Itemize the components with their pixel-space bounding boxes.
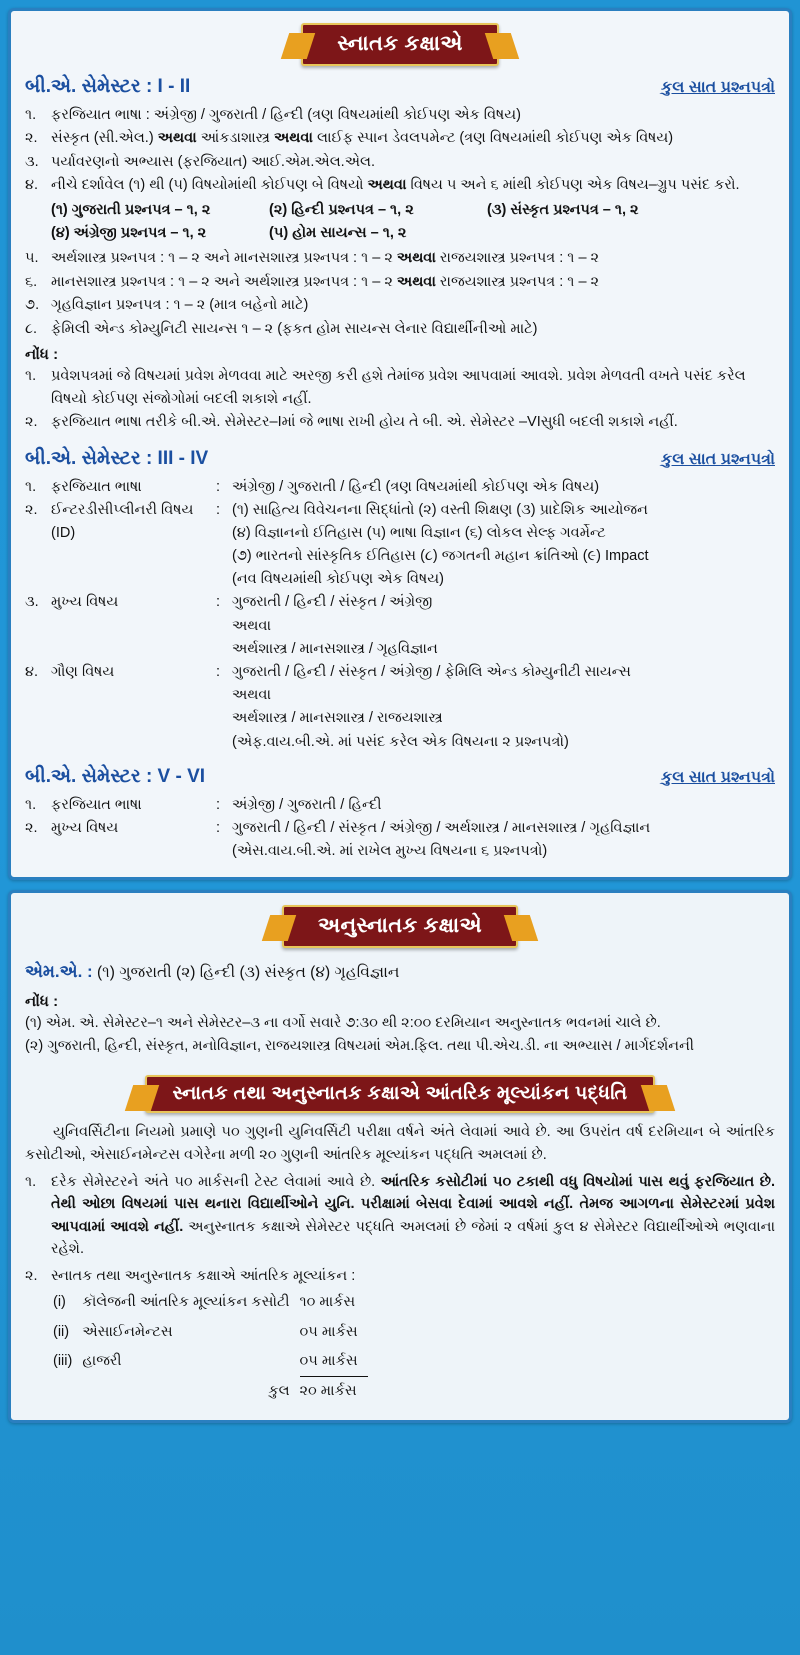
internal-eval-paragraph: યુનિવર્સિટીના નિયમો પ્રમાણે ૫૦ ગુણની યુનિવર્સિટી પરીક્ષા વર્ષને અંતે લેવામાં આવે છે. આ ઉપરાંત વર્ષ દરમિયાન બે આંતરિક કસોટીઓ, એસાઈનમેન્ટસ વગેરેના મળી ૨૦ ગુણની આંતરિક મૂલ્યાંકન પદ્ધતિ અમલમાં છે. bbox=[25, 1123, 775, 1163]
row-value: ગુજરાતી / હિન્દી / સંસ્કૃત / અંગ્રેજી / ફેમિલિ એન્ડ કોમ્યુનીટી સાયન્સ bbox=[232, 664, 631, 681]
detail-row bbox=[25, 661, 775, 684]
subject-options bbox=[51, 199, 775, 245]
list-item bbox=[25, 247, 775, 269]
row-label: ઈન્ટરડીસીપ્લીનરી વિષય bbox=[51, 501, 194, 518]
ba-sem-3-4-papers: કુલ સાત પ્રશ્નપત્રો bbox=[660, 450, 775, 468]
subject-option: (૩) સંસ્કૃત પ્રશ્નપત્ર – ૧, ૨ bbox=[487, 201, 639, 218]
ba-sem-1-2-title: બી.એ. સેમેસ્ટર : I - II bbox=[25, 76, 191, 97]
row-label: ફરજિયાત ભાષા bbox=[51, 478, 142, 495]
list-item bbox=[25, 318, 775, 340]
item-number: ૩. bbox=[25, 153, 39, 170]
detail-row bbox=[25, 794, 775, 817]
row-value: અથવા bbox=[232, 617, 272, 634]
item-number: ૨. bbox=[25, 1267, 38, 1284]
item-text: સ્નાતક તથા અનુસ્નાતક કક્ષાએ આંતરિક મૂલ્યાંકન : bbox=[51, 1267, 356, 1284]
item-number: ૬. bbox=[25, 273, 38, 290]
row-index: (iii) bbox=[53, 1352, 73, 1369]
internal-eval-banner-text: સ્નાતક તથા અનુસ્નાતક કક્ષાએ આંતરિક મૂલ્યાંકન પદ્ધતિ bbox=[145, 1075, 656, 1113]
ba-sem-3-4-rows bbox=[25, 476, 775, 754]
ma-note-2: (૨) ગુજરાતી, હિન્દી, સંસ્કૃત, મનોવિજ્ઞાન, રાજયશાસ્ત્ર વિષયમાં એમ.ફિલ. તથા પી.એચ.ડી. ના અભ્યાસ / માર્ગદર્શનની bbox=[25, 1038, 695, 1055]
row-label: મુખ્ય વિષય bbox=[51, 594, 119, 611]
note-label: નોંધ : bbox=[25, 346, 59, 364]
row-colon: : bbox=[216, 594, 221, 611]
detail-row bbox=[25, 476, 775, 499]
postgraduate-section bbox=[8, 890, 792, 1423]
row-value: ગુજરાતી / હિન્દી / સંસ્કૃત / અંગ્રેજી / અર્થશાસ્ત્ર / માનસશાસ્ત્ર / ગૃહવિજ્ઞાન bbox=[232, 819, 651, 836]
detail-row bbox=[25, 591, 775, 614]
list-item bbox=[25, 104, 775, 126]
item-number: ૨. bbox=[25, 414, 38, 431]
ba-sem-5-6-title: બી.એ. સેમેસ્ટર : V - VI bbox=[25, 765, 206, 787]
row-marks: ૦૫ માર્કસ bbox=[300, 1347, 368, 1377]
item-text: પર્યાવરણનો અભ્યાસ (ફરજિયાત) આઈ.એમ.એલ.એલ. bbox=[51, 153, 375, 170]
list-item bbox=[25, 127, 775, 149]
row-label: મુખ્ય વિષય bbox=[51, 819, 119, 836]
detail-row bbox=[25, 817, 775, 840]
row-label: ગૌણ વિષય bbox=[51, 664, 115, 681]
ba-sem-1-2-papers: કુલ સાત પ્રશ્નપત્રો bbox=[660, 79, 775, 96]
ma-note-1: (૧) એમ. એ. સેમેસ્ટર–૧ અને સેમેસ્ટર–૩ ના વર્ગો સવારે ૭:૩૦ થી ૨:૦૦ દરમિયાન અનુસ્નાતક ભવનમાં ચાલે છે. bbox=[25, 1015, 661, 1032]
item-number: ૭. bbox=[25, 297, 40, 314]
item-number: ૮. bbox=[25, 320, 38, 337]
postgraduate-banner-text: અનુસ્નાતક કક્ષાએ bbox=[282, 905, 518, 948]
detail-row bbox=[25, 499, 775, 522]
item-text: સંસ્કૃત (સી.એલ.) અથવા આંકડાશાસ્ત્ર અથવા લાઈફ સ્પાન ડેવલપમેન્ટ (ત્રણ વિષયમાંથી કોઈપણ એક વિષય) bbox=[51, 130, 674, 147]
graduate-section bbox=[8, 8, 792, 880]
ba-sem-5-6-papers: કુલ સાત પ્રશ્નપત્રો bbox=[660, 768, 775, 786]
graduate-banner bbox=[25, 23, 775, 66]
table-row-total bbox=[53, 1376, 368, 1406]
list-item bbox=[25, 271, 775, 293]
item-text bbox=[51, 1171, 775, 1261]
subject-option: (૧) ગુજરાતી પ્રશ્નપત્ર – ૧, ૨ bbox=[51, 201, 211, 218]
ma-note-label: નોંધ : bbox=[25, 993, 59, 1011]
item-number: ૧. bbox=[25, 107, 37, 123]
list-item bbox=[25, 174, 775, 196]
table-row bbox=[53, 1347, 368, 1377]
list-item bbox=[25, 151, 775, 173]
row-value: અર્થશાસ્ત્ર / માનસશાસ્ત્ર / ગૃહવિજ્ઞાન bbox=[232, 640, 438, 657]
item-number: ૧. bbox=[25, 368, 37, 385]
row-number: ૧. bbox=[25, 478, 37, 495]
row-number: ૩. bbox=[25, 594, 39, 611]
item-number: ૧. bbox=[25, 1173, 37, 1190]
ma-subjects-line bbox=[25, 958, 775, 987]
row-label: (ID) bbox=[51, 524, 76, 541]
subject-option: (૨) હિન્દી પ્રશ્નપત્ર – ૧, ૨ bbox=[269, 201, 414, 218]
item-text: માનસશાસ્ત્ર પ્રશ્નપત્ર : ૧ – ૨ અને અર્થશાસ્ત્ર પ્રશ્નપત્ર : ૧ – ૨ અથવા રાજયશાસ્ત્ર પ્રશ્નપત્ર : ૧ – ૨ bbox=[51, 273, 600, 290]
row-colon: : bbox=[216, 819, 221, 836]
row-colon: : bbox=[216, 796, 221, 813]
postgraduate-banner bbox=[25, 905, 775, 948]
note-item bbox=[25, 365, 775, 410]
row-value: (નવ વિષયમાંથી કોઈપણ એક વિષય) bbox=[232, 571, 444, 588]
total-label: કુલ bbox=[268, 1382, 290, 1399]
note-item bbox=[25, 411, 775, 433]
row-value: (૪) વિજ્ઞાનનો ઈતિહાસ (૫) ભાષા વિજ્ઞાન (૬) લોકલ સેલ્ફ ગવર્મેન્ટ bbox=[232, 524, 606, 541]
row-label: એસાઈનમેન્ટસ bbox=[82, 1323, 173, 1340]
row-index: (ii) bbox=[53, 1323, 70, 1340]
row-value: (એસ.વાય.બી.એ. માં રાખેલ મુખ્ય વિષયના ૬ પ્રશ્નપત્રો) bbox=[232, 843, 548, 860]
marks-table bbox=[53, 1288, 368, 1406]
ba-sem-1-2-list bbox=[25, 104, 775, 434]
row-value: અર્થશાસ્ત્ર / માનસશાસ્ત્ર / રાજયશાસ્ત્ર bbox=[232, 710, 443, 727]
row-colon: : bbox=[216, 501, 221, 518]
table-row bbox=[53, 1288, 368, 1317]
internal-eval-item-1 bbox=[25, 1171, 775, 1261]
graduate-banner-text: સ્નાતક કક્ષાએ bbox=[301, 23, 499, 66]
internal-eval-item-2 bbox=[25, 1265, 775, 1287]
row-number: ૧. bbox=[25, 796, 37, 813]
row-index: (i) bbox=[53, 1294, 66, 1311]
row-value: ગુજરાતી / હિન્દી / સંસ્કૃત / અંગ્રેજી bbox=[232, 594, 433, 611]
row-value: અંગ્રેજી / ગુજરાતી / હિન્દી (ત્રણ વિષયમાંથી કોઈપણ એક વિષય) bbox=[232, 478, 600, 495]
item-number: ૨. bbox=[25, 130, 38, 147]
row-marks: ૧૦ માર્કસ bbox=[299, 1294, 356, 1311]
row-number: ૨. bbox=[25, 819, 38, 836]
ba-sem-5-6-header bbox=[25, 766, 775, 788]
total-spacer bbox=[53, 1376, 82, 1406]
ba-sem-5-6-rows bbox=[25, 794, 775, 864]
item-text: ફરજિયાત ભાષા તરીકે બી.એ. સેમેસ્ટર–Iમાં જે ભાષા રાખી હોય તે બી. એ. સેમેસ્ટર –VIસુધી બદલી શકાશે નહીં. bbox=[51, 414, 678, 431]
row-value: (એફ.વાય.બી.એ. માં પસંદ કરેલ એક વિષયના ૨ પ્રશ્નપત્રો) bbox=[232, 733, 569, 750]
ba-sem-1-2-header bbox=[25, 76, 775, 98]
row-label: કૉલેજની આંતરિક મૂલ્યાંકન કસોટી bbox=[82, 1294, 290, 1311]
item-text: ગૃહવિજ્ઞાન પ્રશ્નપત્ર : ૧ – ૨ (માત્ર બહેનો માટે) bbox=[51, 297, 309, 314]
row-value: (૧) સાહિત્ય વિવેચનના સિદ્ધાંતો (૨) વસ્તી શિક્ષણ (૩) પ્રાદેશિક આયોજન bbox=[232, 501, 648, 518]
row-colon: : bbox=[216, 478, 221, 495]
ma-subjects: (૧) ગુજરાતી (૨) હિન્દી (૩) સંસ્કૃત (૪) ગૃહવિજ્ઞાન bbox=[97, 964, 400, 982]
row-value: અંગ્રેજી / ગુજરાતી / હિન્દી bbox=[232, 796, 382, 813]
item-text: ફરજિયાત ભાષા : અંગ્રેજી / ગુજરાતી / હિન્દી (ત્રણ વિષયમાંથી કોઈપણ એક વિષય) bbox=[51, 107, 521, 123]
item-text: પ્રવેશપત્રમાં જે વિષયમાં પ્રવેશ મેળવવા માટે અરજી કરી હશે તેમાંજ પ્રવેશ આપવામાં આવશે. પ્રવેશ મેળવતી વખતે પસંદ કરેલ વિષયો કોઈપણ સંજોગોમાં બદલી શકાશે નહીં. bbox=[51, 368, 746, 407]
row-marks: ૦૫ માર્કસ bbox=[299, 1323, 358, 1340]
item-number: ૫. bbox=[25, 250, 39, 267]
row-label: ફરજિયાત ભાષા bbox=[51, 796, 142, 813]
item-text: ફેમિલી એન્ડ કોમ્યુનિટી સાયન્સ ૧ – ૨ (ફકત હોમ સાયન્સ લેનાર વિદ્યાર્થીનીઓ માટે) bbox=[51, 320, 538, 337]
ba-sem-3-4-title: બી.એ. સેમેસ્ટર : III - IV bbox=[25, 447, 209, 469]
row-colon: : bbox=[216, 664, 221, 681]
table-row bbox=[53, 1318, 368, 1347]
ma-label: એમ.એ. : bbox=[25, 962, 93, 982]
item-text-part-a: દરેક સેમેસ્ટરને અંતે ૫૦ માર્કસની ટેસ્ટ લેવામાં આવે છે. bbox=[51, 1173, 381, 1190]
row-number: ૨. bbox=[25, 501, 38, 518]
subject-option: (૫) હોમ સાયન્સ – ૧, ૨ bbox=[269, 225, 407, 242]
item-text-part-b: આંતરિક કસોટીમાં ૫૦ ટકાથી વધુ વિષયોમાં પાસ થવું ફરજિયાત છે. તેથી ઓછા વિષયમાં પાસ થનારા વિદ્યાર્થીઓને યુનિ. પરીક્ષામાં બેસવા દેવામાં આવશે નહીં. તેમજ આગળના સેમેસ્ટરમાં પ્રવેશ આપવામાં આવશે નહીં. bbox=[51, 1173, 775, 1235]
internal-eval-banner bbox=[25, 1075, 775, 1113]
item-text-part-c: અનુસ્નાતક કક્ષાએ સેમેસ્ટર પદ્ધતિ અમલમાં છે જેમાં ૨ વર્ષમાં કુલ ૪ સેમેસ્ટર વિદ્યાર્થીઓએ ભણવાના રહેશે. bbox=[51, 1218, 775, 1258]
list-item bbox=[25, 294, 775, 316]
item-text: નીચે દર્શાવેલ (૧) થી (૫) વિષયોમાંથી કોઈપણ બે વિષયો અથવા વિષય ૫ અને ૬ માંથી કોઈપણ એક વિષય–ગ્રુપ પસંદ કરો. bbox=[51, 177, 740, 194]
subject-option: (૪) અંગ્રેજી પ્રશ્નપત્ર – ૧, ૨ bbox=[51, 225, 207, 242]
item-text: અર્થશાસ્ત્ર પ્રશ્નપત્ર : ૧ – ૨ અને માનસશાસ્ત્ર પ્રશ્નપત્ર : ૧ – ૨ અથવા રાજયશાસ્ત્ર પ્રશ્નપત્ર : ૧ – ૨ bbox=[51, 250, 600, 267]
total-marks: ૨૦ માર્કસ bbox=[299, 1382, 357, 1399]
row-value: (૭) ભારતનો સાંસ્કૃતિક ઈતિહાસ (૮) જગતની મહાન ક્રાંતિઓ (૯) Impact bbox=[232, 548, 649, 565]
detail-row bbox=[25, 522, 775, 545]
row-value: અથવા bbox=[232, 687, 272, 704]
row-number: ૪. bbox=[25, 664, 39, 681]
item-number: ૪. bbox=[25, 177, 39, 194]
row-label: હાજરી bbox=[82, 1352, 122, 1369]
ba-sem-3-4-header bbox=[25, 448, 775, 470]
